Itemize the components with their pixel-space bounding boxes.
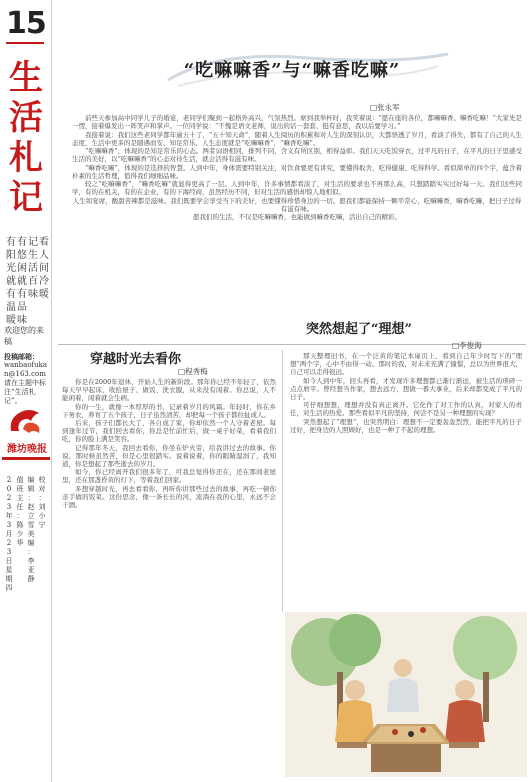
article2-author: □程秀梅 [178, 367, 208, 376]
section-char: 记 [9, 178, 43, 218]
paragraph: 愿我们的生活，不仅是吃嘛嘛香，也能做到嘛香吃嘛，活出自己的精彩。 [193, 213, 401, 221]
newspaper-name: 潍坊晚报 [7, 444, 47, 455]
issue-date: 2 0 2 3 年 3 月 2 3 日 星 期 四 [5, 476, 13, 592]
motto-line: 记 生 活 百 味 [28, 237, 38, 300]
paragraph: 人生如宴席，酸甜苦辣都是滋味。我们既要学会享受当下的美好，也要懂得珍惜身边的一切。愿我们都能保持一颗平常心，吃嘛嘛香，嘛香吃嘛，把日子过得有滋有味。 [72, 196, 522, 213]
article3-body [290, 352, 522, 608]
paragraph: 你的一生，就像一本厚厚的书，记录着岁月的风霜。年轻时，你在乡下务农，养育了五个孩子，日子虽然清苦，却把每一个孩子都拉扯成人。 [62, 402, 276, 419]
motto-line: 有 悠 闲 就 有 品 味 [17, 237, 27, 326]
chessboard-icon [361, 724, 451, 772]
paragraph: 较之“吃嘛嘛香”，“嘛香吃嘛”就显得更高了一层。人到中年，许多事情都看淡了，对生活的要求也不再那么高，只想踏踏实实过好每一天。我们这些同学，有的在机关，有的在企业，有的下海经商，虽然经历不同，但对生活的感悟却惊人地相似。 [72, 180, 522, 196]
chess-players-illustration [285, 612, 527, 777]
editor-credits: 编 辑 ： 赵 立 雪 美 编 ： 李 亚 静 [27, 476, 35, 583]
section-char: 活 [9, 98, 43, 138]
paragraph: 如今人到中年，回头再看，才发现许多理想都已渐行渐远，被生活的琐碎一点点磨平。曾经想当作家，想去远方，想做一番大事业，后来却都变成了平凡的日子。 [290, 376, 522, 401]
paragraph: 记得那年冬天，我回去看你，你坐在炉火旁，给我讲过去的故事。你说，那时候虽然苦，但是心里很踏实。说着说着，你的眼睛湿润了，我知道，你是想起了那些逝去的岁月。 [62, 443, 276, 468]
article1-author: □张永军 [370, 103, 400, 112]
newspaper-logo-icon [5, 405, 47, 437]
email-note: 请在主题中标注“生活札记”。 [4, 379, 46, 405]
section-title [4, 58, 48, 218]
paragraph: 多想穿越时光，再去看看你，再听你讲那些过去的故事，再吃一顿你亲手做的饭菜。这份思念，像一条长长的河，流淌在我的心里，永远不会干涸。 [62, 484, 276, 509]
paragraph: 前些天参加高中同学儿子的婚宴，老同学们聚到一起格外高兴，气氛热烈。席到我举杯时，我笑着说：“愿在座的各位，都嘛嘛香、嘛香吃嘛！”大家先是一愣，接着爆发出一阵笑声和掌声。一位同学说：“不愧是语文老师，说出的话一套套、挺有意思，我以后要学习。” [72, 114, 522, 130]
article3-title: 突然想起了“理想” [306, 322, 412, 337]
page-number: 15 [6, 6, 46, 41]
paragraph: “吃嘛嘛香”，体现的是知足常乐的心态。两者词语相同，排列不同，含义有所区别，相得益彰。我们天天吃饭穿衣，过平凡的日子，在平凡的日子里感受生活的美好，以“吃嘛嘛香”的心态对待生活，就会活得有滋有味。 [72, 147, 522, 163]
section-char: 生 [9, 58, 43, 98]
email-address[interactable]: wanbaofukan@163.com [4, 361, 48, 378]
paragraph: 我接着说：我们这些老同学都年逾五十了，“五十知天命”，随着人生阅历的积累和对人生的深刻认识，大都悟透了岁月，看淡了得失，都有了自己的人生态度，生活中更多的是随遇而安、知足常乐，人生态度就是“吃嘛嘛香”，“嘛香吃嘛”。 [72, 130, 522, 147]
paragraph: 如今，你已经离开我们很多年了，可我总觉得你还在，还在那间老屋里，还在那盏昏黄的灯下，等着我们回家。 [62, 468, 276, 484]
article2-body [62, 378, 276, 776]
masthead-column [0, 0, 52, 782]
email-title: 投稿邮箱： [4, 352, 39, 361]
email-box [4, 352, 50, 406]
article2-title: 穿越时光去看你 [90, 352, 182, 367]
article1-title: “吃嘛嘛香”与“嘛香吃嘛” [183, 60, 401, 81]
duty-editor: 值 班 主 任 ： 陈 少 华 [16, 476, 24, 547]
article1-body [72, 114, 522, 340]
motto-line: 看 人 间 冷 暖 [39, 237, 49, 300]
page-number-underline [6, 42, 44, 44]
contribution-label: 欢迎您的来稿 [4, 326, 44, 346]
paragraph: 那天整理旧书，在一个泛黄的笔记本扉页上，看到自己年少时写下的“理想”两个字，心中不由得一动。那时的我，对未来充满了憧憬，总以为世界很大，自己可以走得很远。 [290, 352, 522, 376]
logo-bar [2, 457, 50, 460]
motto-line: 有 阳 光 就 有 温 暖 [6, 237, 16, 326]
paragraph: “嘛香吃嘛”，体现的是选择的智慧。人到中年，身体需要特别关注，对饮食要更有讲究，要懂得取舍，吃得健康、吃得科学。看似简单的四个字，蕴含着朴素的生活哲理，值得我们细细品味。 [72, 163, 522, 180]
paragraph: 突然想起了“理想”，也突然明白：理想不一定要轰轰烈烈，能把平凡的日子过好，把身边的人照顾好，也是一种了不起的理想。 [290, 417, 522, 434]
article3-author: □李俊海 [452, 341, 482, 350]
section-char: 札 [9, 138, 43, 178]
proofreader: 校 对 ： 刘 小 宁 [38, 476, 46, 529]
article1-header [58, 50, 526, 90]
column-divider [282, 350, 283, 612]
paragraph: 你是在2000年退休，开始人生的新阶段。那年你已经不年轻了，依然每天早早起床，收拾屋子、做饭、洗衣服，从来没有闲着。你总说，人不能闲着，闲着就会生病。 [62, 378, 276, 402]
paragraph: 可仔细想想，理想并没有真正离开。它化作了对工作的认真，对家人的责任，对生活的热爱。那些看似平凡的坚持，何尝不是另一种理想的实现？ [290, 401, 522, 417]
paragraph: 后来，孩子们都长大了，各自成了家，你却依然一个人守着老屋。每到逢年过节，我们回去看你，你总是忙前忙后，做一桌子好菜，看着我们吃，你的脸上满是笑容。 [62, 419, 276, 443]
